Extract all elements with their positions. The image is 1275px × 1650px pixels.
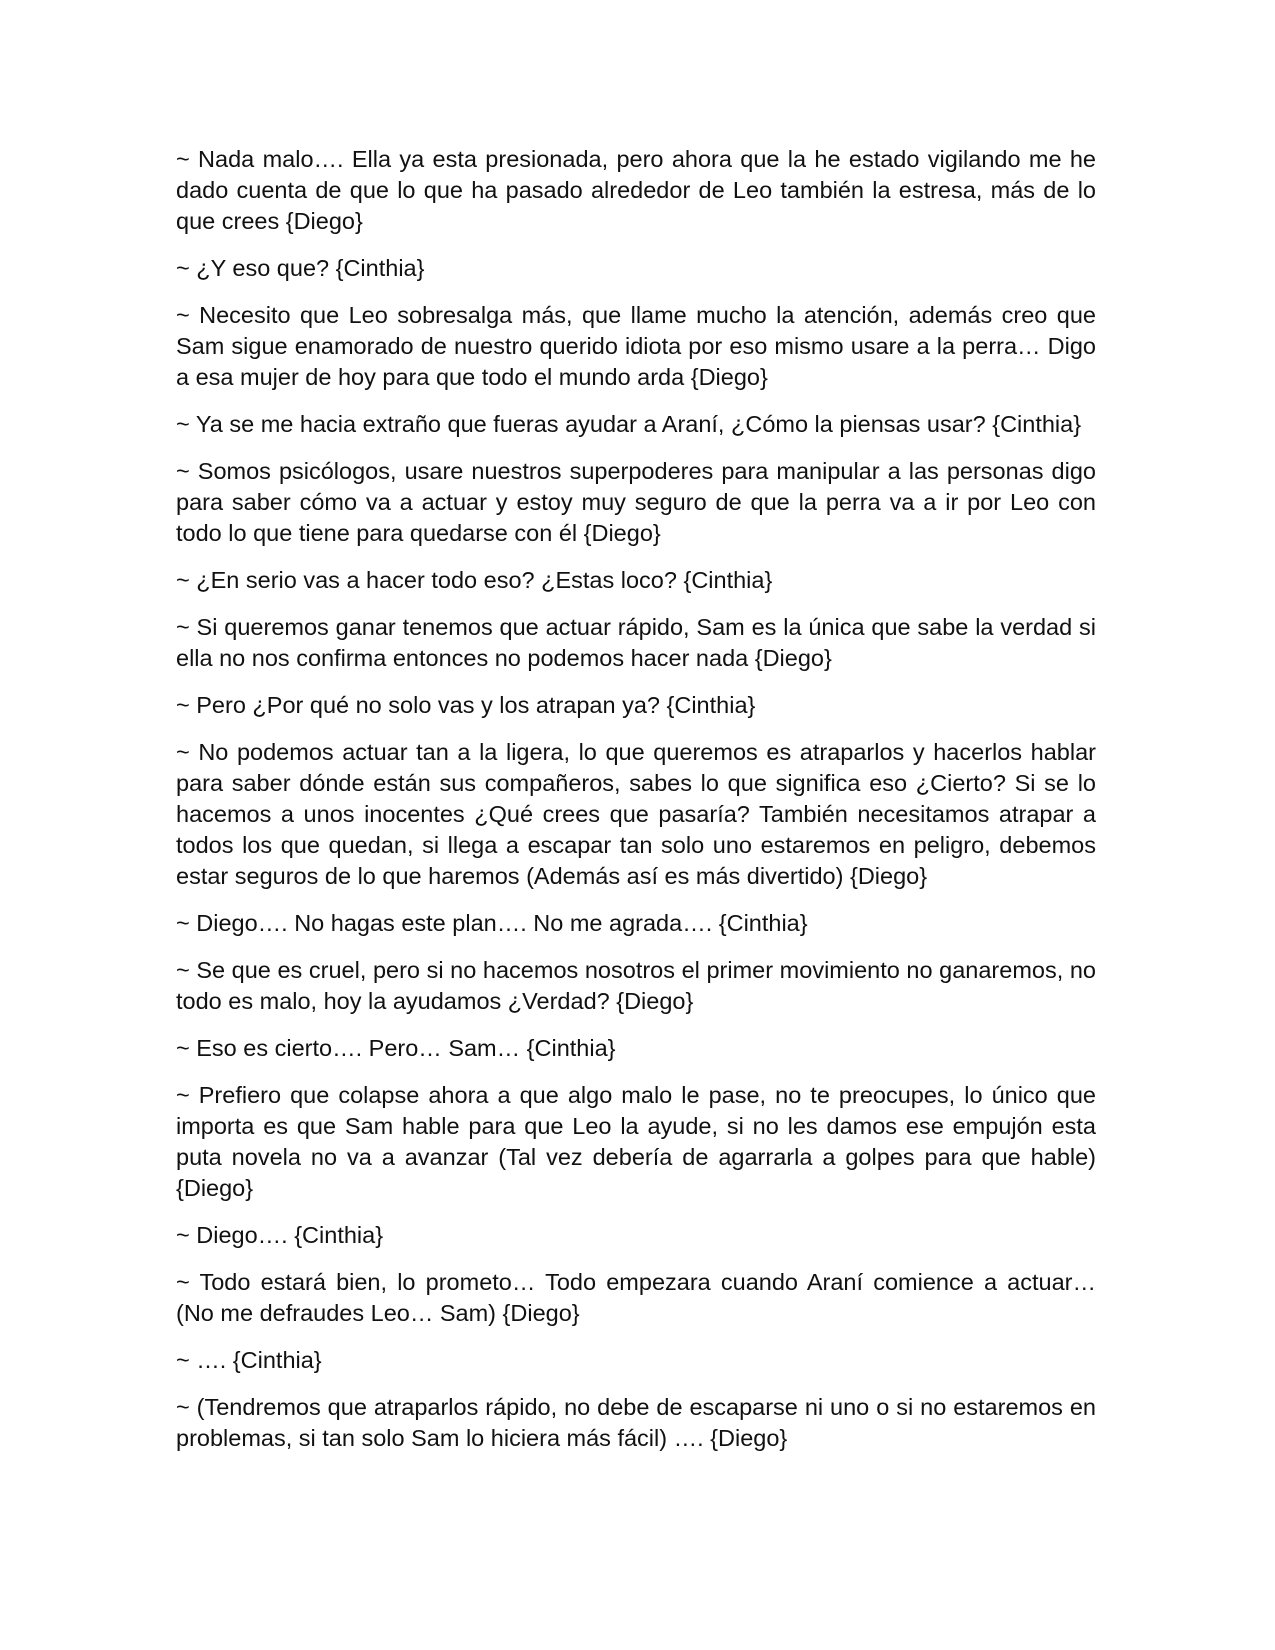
dialogue-paragraph-12: ~ Eso es cierto…. Pero… Sam… {Cinthia} [176, 1035, 616, 1061]
dialogue-paragraph-13: ~ Prefiero que colapse ahora a que algo malo le pase, no te preocupes, lo único que importa es que Sam hable para que Leo la ayude, si no les damos ese empujón esta puta novela no va a avanzar (Tal vez debería de agarrarla a golpes para que hable) {Diego} [176, 1082, 1096, 1201]
dialogue-paragraph-7: ~ Si queremos ganar tenemos que actuar rápido, Sam es la única que sabe la verdad si ella no nos confirma entonces no podemos hacer nada {Diego} [176, 614, 1096, 671]
dialogue-paragraph-9: ~ No podemos actuar tan a la ligera, lo que queremos es atraparlos y hacerlos hablar para saber dónde están sus compañeros, sabes lo que significa eso ¿Cierto? Si se lo hacemos a unos inocentes ¿Qué crees que pasaría? También necesitamos atrapar a todos los que quedan, si llega a escapar tan solo uno estaremos en peligro, debemos estar seguros de lo que haremos (Además así es más divertido) {Diego} [176, 739, 1096, 889]
dialogue-paragraph-16: ~ …. {Cinthia} [176, 1347, 322, 1373]
dialogue-paragraph-17: ~ (Tendremos que atraparlos rápido, no debe de escaparse ni uno o si no estaremos en problemas, si tan solo Sam lo hiciera más fácil) …. {Diego} [176, 1394, 1096, 1451]
dialogue-paragraph-2: ~ ¿Y eso que? {Cinthia} [176, 255, 425, 281]
dialogue-paragraph-8: ~ Pero ¿Por qué no solo vas y los atrapan ya? {Cinthia} [176, 692, 756, 718]
dialogue-paragraph-5: ~ Somos psicólogos, usare nuestros superpoderes para manipular a las personas digo para saber cómo va a actuar y estoy muy seguro de que la perra va a ir por Leo con todo lo que tiene para quedarse con él {Diego} [176, 458, 1096, 546]
dialogue-paragraph-11: ~ Se que es cruel, pero si no hacemos nosotros el primer movimiento no ganaremos, no todo es malo, hoy la ayudamos ¿Verdad? {Diego} [176, 957, 1096, 1014]
dialogue-paragraph-3: ~ Necesito que Leo sobresalga más, que llame mucho la atención, además creo que Sam sigue enamorado de nuestro querido idiota por eso mismo usare a la perra… Digo a esa mujer de hoy para que todo el mundo arda {Diego} [176, 302, 1096, 390]
dialogue-paragraph-6: ~ ¿En serio vas a hacer todo eso? ¿Estas loco? {Cinthia} [176, 567, 773, 593]
dialogue-paragraph-4: ~ Ya se me hacia extraño que fueras ayudar a Araní, ¿Cómo la piensas usar? {Cinthia} [176, 411, 1082, 437]
document-page [176, 144, 1096, 1470]
dialogue-paragraph-10: ~ Diego…. No hagas este plan…. No me agrada…. {Cinthia} [176, 910, 808, 936]
dialogue-paragraph-14: ~ Diego…. {Cinthia} [176, 1222, 384, 1248]
dialogue-paragraph-15: ~ Todo estará bien, lo prometo… Todo empezara cuando Araní comience a actuar… (No me defraudes Leo… Sam) {Diego} [176, 1269, 1096, 1326]
dialogue-paragraph-1: ~ Nada malo…. Ella ya esta presionada, pero ahora que la he estado vigilando me he dado cuenta de que lo que ha pasado alrededor de Leo también la estresa, más de lo que crees {Diego} [176, 146, 1096, 234]
